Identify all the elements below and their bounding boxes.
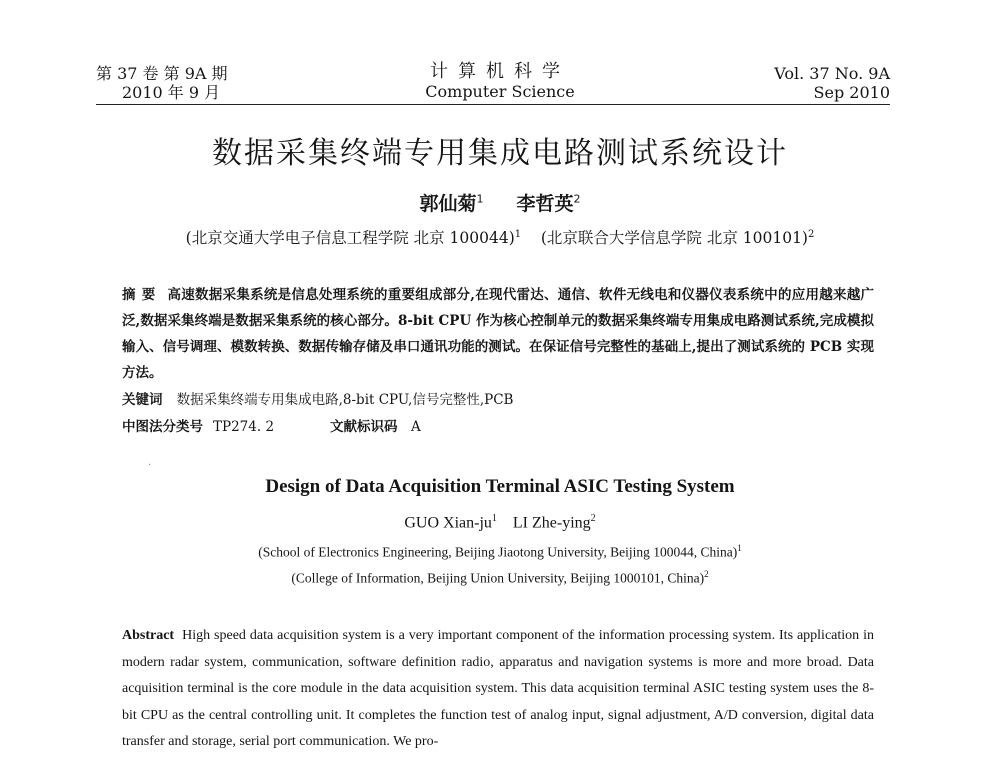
journal-name-cn: 计算机科学 [430,61,570,82]
abstract-text-en: High speed data acquisition system is a very important component of the information processing system. Its application in modern radar system, communication, software definition radio, apparatus and navigation systems is more and more broad. Data acquisition terminal is the core module in the data acquisition system. This data acquisition terminal ASIC testing system uses the 8-bit CPU as the central controlling unit. It completes the function test of analog input, signal adjustment, A/D conversion, digital data transfer and storage, serial port communication. We pro- [122,628,874,749]
date-cn: 2010 年 9 月 [122,83,221,102]
keywords-text: 数据采集终端专用集成电路,8-bit CPU,信号完整性,PCB [176,392,514,408]
journal-volume-en [774,64,890,102]
date-en: Sep 2010 [813,83,890,102]
author-sup: 1 [476,192,484,206]
abstract-label-cn: 摘要 [122,287,162,303]
classification [122,415,477,435]
author-name-en: GUO Xian-ju [404,514,492,532]
affiliation-2: (北京联合大学信息学院 北京 100101) [540,229,808,247]
author-sup-en: 1 [491,513,497,524]
keywords-label: 关键词 [122,392,163,408]
affiliation-en-sup: 2 [704,569,709,579]
authors-en [0,513,1000,532]
paper-title-en: Design of Data Acquisition Terminal ASIC Testing System [265,476,735,497]
affiliation-en-text: (School of Electronics Engineering, Beijing Jiaotong University, Beijing 100044, China) [258,544,738,560]
affiliation-sup: 2 [807,228,815,240]
authors-cn [0,189,1000,216]
journal-name-en: Computer Science [425,82,575,101]
volume-issue-cn: 第 37 卷 第 9A 期 [96,64,228,83]
abstract-en [122,623,874,756]
author-name: 郭仙菊 [419,193,477,215]
header-rule [96,104,890,105]
affiliation-en-1 [0,543,1000,561]
abstract-text-cn: 高速数据采集系统是信息处理系统的重要组成部分,在现代雷达、通信、软件无线电和仪器仪表系统中的应用越来越广泛,数据采集终端是数据采集系统的核心部分。8-bit CPU 作为核心控制单元的数据采集终端专用集成电路测试系统,完成模拟输入、信号调理、模数转换、数据传输存储及串口通讯功能的测试。在保证信号完整性的基础上,提出了测试系统的 PCB 实现方法。 [122,287,875,381]
author-name-en: LI Zhe-ying [512,514,591,532]
affiliation-1: (北京交通大学电子信息工程学院 北京 100044) [185,229,515,247]
affiliation-en-text: (College of Information, Beijing Union University, Beijing 1000101, China) [291,570,705,586]
author-sup: 2 [573,192,581,206]
affiliation-en-sup: 1 [737,543,742,553]
author-sup-en: 2 [590,513,596,524]
scan-speck: · [148,460,152,471]
affiliation-sup: 1 [514,228,522,240]
affiliation-cn [0,226,1000,248]
author-name: 李哲英 [516,193,574,215]
doc-code-value: A [410,419,421,435]
abstract-label-en: Abstract [122,628,175,643]
clc-label: 中图法分类号 [122,419,203,435]
doc-code-label: 文献标识码 [330,419,398,435]
keywords-cn [122,388,513,408]
abstract-cn [122,282,874,386]
affiliation-en-2 [0,569,1000,587]
paper-title-cn: 数据采集终端专用集成电路测试系统设计 [212,136,788,171]
clc-value: TP274. 2 [213,419,275,435]
volume-issue-en: Vol. 37 No. 9A [774,64,890,83]
